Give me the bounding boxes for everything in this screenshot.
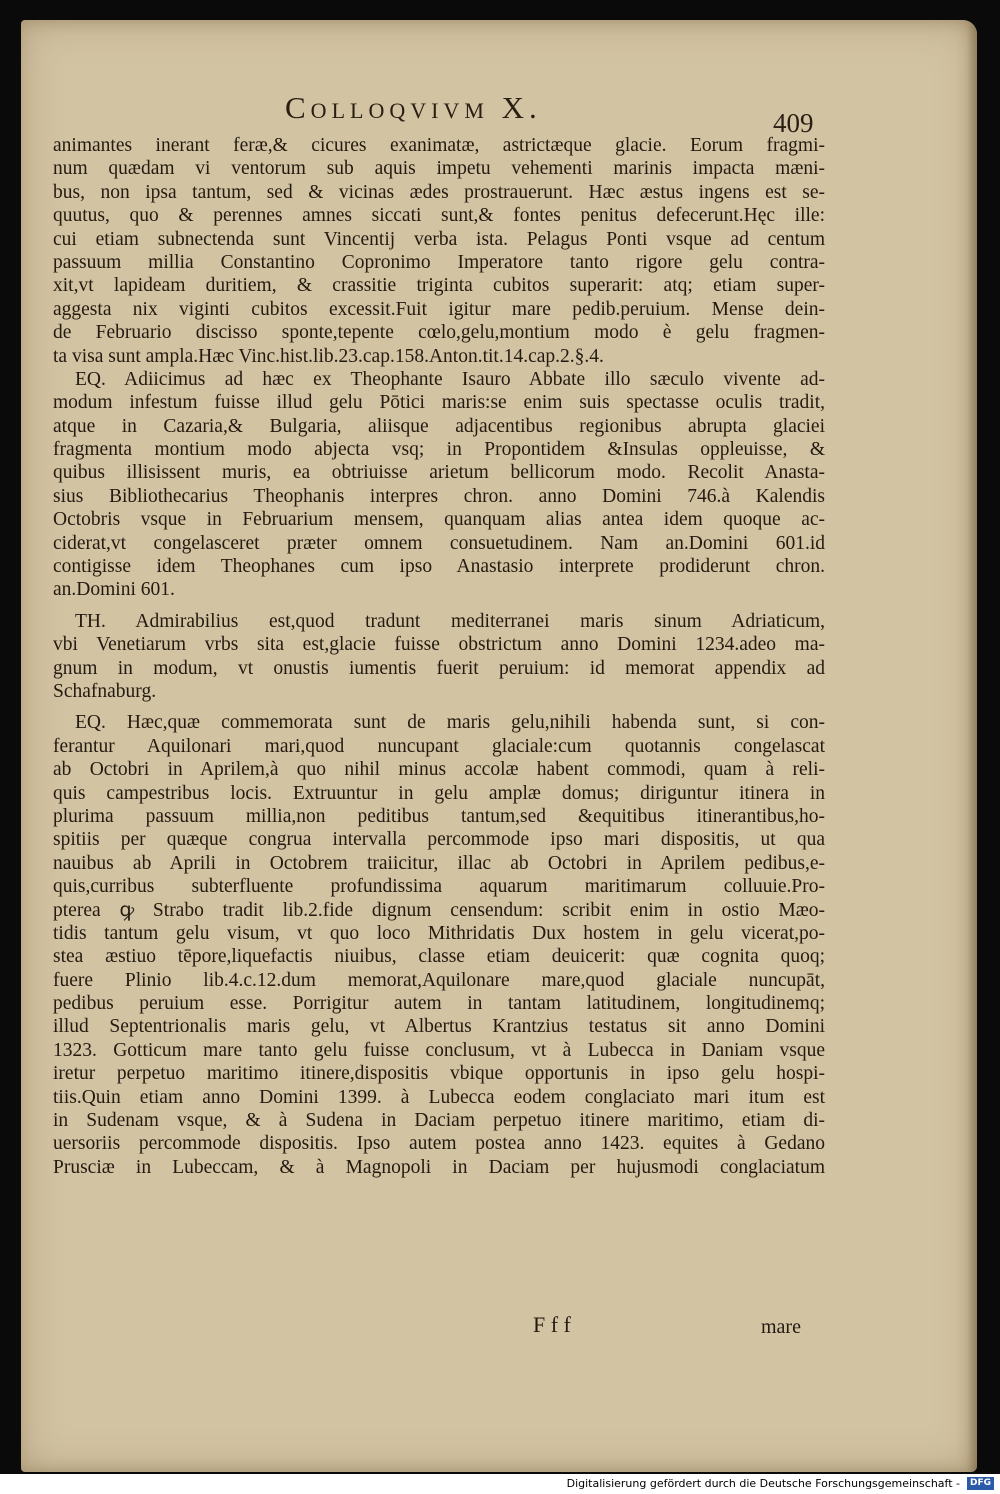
funding-credit: Digitalisierung gefördert durch die Deutsche Forschungsgemeinschaft - [566,1477,960,1490]
text-line: fragmenta montium modo abjecta vsq; in Propontidem &Insulas oppleuisse, & [53,439,825,461]
paragraph [53,368,825,602]
text-line: ta visa sunt ampla.Hæc Vinc.hist.lib.23.cap.158.Anton.tit.14.cap.2.§.4. [53,345,604,367]
text-line: aggesta nix viginti cubitos excessit.Fuit igitur mare pedib.peruium. Mense dein- [53,298,825,320]
catchword: mare [761,1316,801,1338]
text-line: vbi Venetiarum vrbs sita est,glacie fuisse obstrictum anno Domini 1234.adeo ma- [53,634,825,656]
text-line: passuum millia Constantino Copronimo Imperatore tanto rigore gelu contra- [53,251,825,273]
text-line: animantes inerant feræ,& cicures exanimatæ, astrictæque glacie. Eorum fragmi- [53,135,825,156]
text-line: sius Bibliothecarius Theophanis interpres chron. anno Domini 746.à Kalendis [53,485,825,507]
running-head: Colloqvivm X. [285,90,542,125]
text-line: ab Octobri in Aprilem,à quo nihil minus accolæ habent commodi, quam à reli- [53,759,825,781]
text-line: quis,curribus subterfluente profundissima aquarum maritimarum colluuie.Pro- [53,876,825,898]
text-line: Prusciæ in Lubeccam, & à Magnopoli in Daciam per hujusmodi conglaciatum [53,1156,825,1178]
text-line: TH. Admirabilius est,quod tradunt mediterranei maris sinum Adriaticum, [75,610,825,632]
text-line: Octobris vsque in Februarium mensem, quanquam alias antea idem quoque ac- [53,509,825,531]
text-line: 1323. Gotticum mare tanto gelu fuisse conclusum, vt à Lubecca in Daniam vsque [53,1039,825,1061]
text-line: quis campestribus locis. Extruuntur in gelu amplæ domus; diriguntur itinera in [53,782,825,804]
text-line: quibus illisissent muris, ea obtriuisse arietum bellicorum modo. Recolit Anasta- [53,462,825,484]
paragraph [53,711,825,1179]
text-block [53,134,825,1179]
text-line: uersoriis percommode dispositis. Ipso autem postea anno 1423. equites à Gedano [53,1133,825,1155]
text-line: fuere Plinio lib.4.c.12.dum memorat,Aquilonare mare,quod glaciale nuncupāt, [53,969,825,991]
digitization-footer [0,1474,1000,1494]
text-line: cui etiam subnectenda sunt Vincentij verba ista. Pelagus Ponti vsque ad centum [53,228,825,250]
text-line: gnum in modum, vt onustis iumentis fuerit peruium: id memorat appendix ad [53,657,825,679]
text-line: pterea ꝙ Strabo tradit lib.2.fide dignum censendum: scribit enim in ostio Mæo- [53,899,825,921]
text-line: modum infestum fuisse illud gelu Pōtici maris:se enim suis spectasse oculis tradit, [53,392,825,414]
text-line: contigisse idem Theophanes cum ipso Anastasio interprete prodiderunt chron. [53,556,825,578]
text-line: iretur perpetuo maritimo itinere,dispositis vbique opportunis in ipso gelu hospi- [53,1063,825,1085]
paragraph [53,610,825,704]
text-line: ferantur Aquilonari mari,quod nuncupant glaciale:cum quotannis congelascat [53,735,825,757]
text-line: bus, non ipsa tantum, sed & vicinas ædes prostrauerunt. Hæc æstus ingens est se- [53,181,825,203]
text-line: plurima passuum millia,non peditibus tantum,sed &equitibus itinerantibus,ho- [53,805,825,827]
text-line: quutus, quo & perennes amnes siccati sunt,& fontes penitus defecerunt.Hęc ille: [53,205,825,227]
text-line: in Sudenam vsque, & à Sudena in Daciam perpetuo itinere maritimo, etiam di- [53,1110,825,1132]
signature-mark: F f f [533,1312,571,1337]
page-number: 409 [773,108,814,138]
text-line: de Februario discisso sponte,tepente cœlo,gelu,montium modo è gelu fragmen- [53,322,825,344]
text-line: xit,vt lapideam duritiem, & crassitie triginta cubitos superarit: atq; etiam super- [53,275,825,297]
text-line: EQ. Hæc,quæ commemorata sunt de maris gelu,nihili habenda sunt, si con- [75,712,825,734]
text-line: ciderat,vt congelasceret præter omnem consuetudinem. Nam an.Domini 601.id [53,532,825,554]
paragraph [53,134,825,368]
text-line: EQ. Adiicimus ad hæc ex Theophante Isauro Abbate illo sæculo vivente ad- [75,368,825,390]
text-line: tiis.Quin etiam anno Domini 1399. à Lubecca eodem conglaciato mari itum est [53,1086,825,1108]
text-line: tidis tantum gelu visum, vt quo loco Mithridatis Dux hostem in gelu vicerat,po- [53,922,825,944]
text-line: num quædam vi ventorum sub aquis impetu vehementi marinis impacta mæni- [53,158,825,180]
page-edge-shadow [967,20,977,1472]
text-line: nauibus ab Aprili in Octobrem traiicitur, illac ab Octobri in Aprilem pedibus,e- [53,852,825,874]
text-line: spitiis per quæque congrua intervalla percommode ipso mari dispositis, ut qua [53,829,825,851]
text-line: an.Domini 601. [53,579,175,601]
text-line: pedibus peruium esse. Porrigitur autem in tantam latitudinem, longitudinemq; [53,993,825,1015]
text-line: atque in Cazaria,& Bulgaria, aliisque adjacentibus regionibus abrupta glaciei [53,415,825,437]
text-line: Schafnaburg. [53,680,157,702]
text-line: illud Septentrionalis maris gelu, vt Albertus Krantzius testatus sit anno Domini [53,1016,825,1038]
text-line: stea æstiuo tēpore,liquefactis niuibus, classe etiam deuicerit: quæ cognita quoq; [53,946,825,968]
dfg-logo: DFG [967,1477,994,1490]
book-page [21,20,977,1472]
